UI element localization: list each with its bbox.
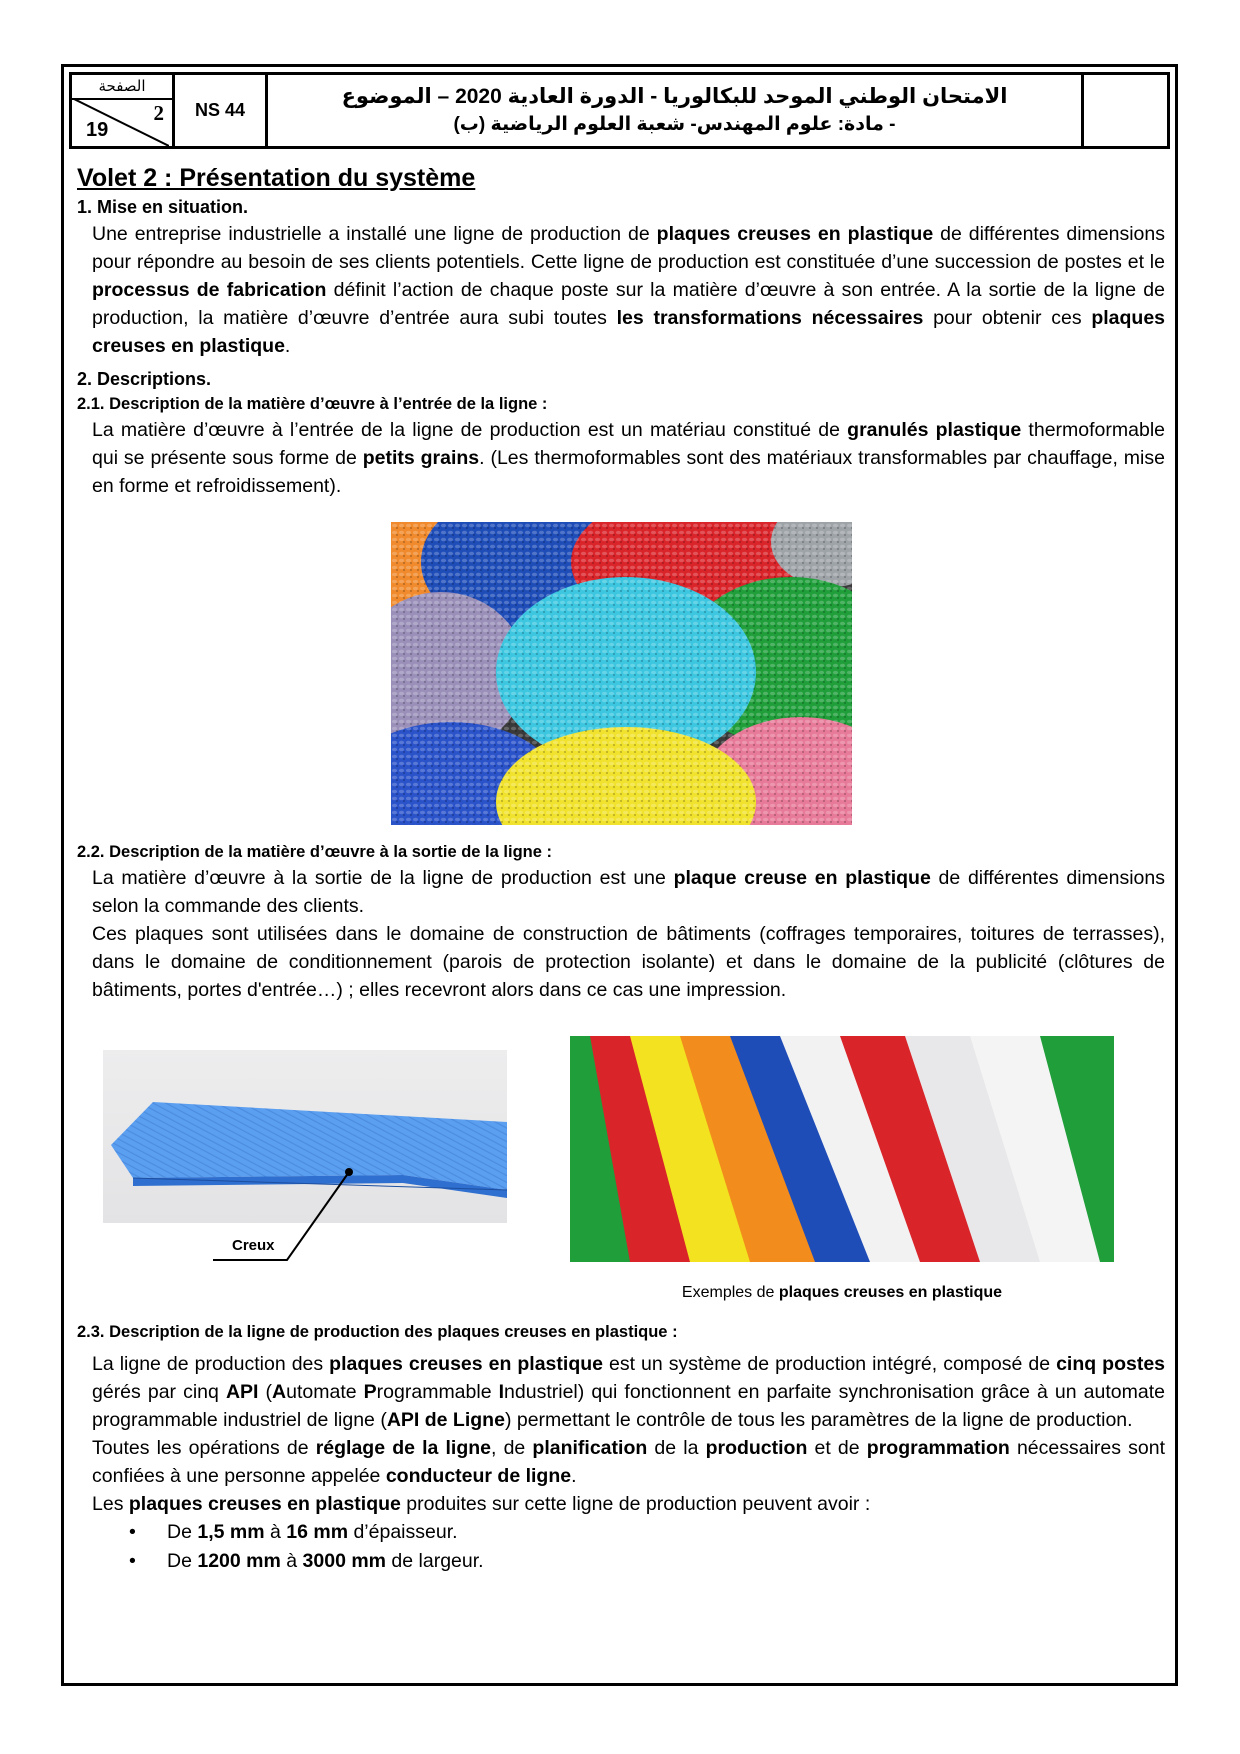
exam-header	[69, 72, 1170, 149]
paragraph-2-2-b: Ces plaques sont utilisées dans le domaine de construction de bâtiments (coffrages temporaires, toitures de terrasses), dans le domaine de conditionnement (parois de protection isolante) et dans le domaine de la publicité (clôtures de bâtiments, portes d'entrée…) ; elles recevront alors dans ce cas une impression.	[92, 923, 1165, 1001]
section-title: Volet 2 : Présentation du système	[77, 164, 476, 192]
paragraph-2-1: La matière d’œuvre à l’entrée de la ligne de production est un matériau constitué de granulés plastique thermoformable qui se présente sous forme de petits grains. (Les thermoformables sont des matériaux transformables par chauffage, mise en forme et refroidissement).	[92, 419, 1165, 497]
figure-caption: Exemples de plaques creuses en plastique	[681, 1284, 1003, 1301]
page-number: 2	[153, 101, 164, 125]
heading-mise-en-situation: 1. Mise en situation.	[77, 197, 249, 217]
sheets-illustration	[570, 1036, 1114, 1262]
paragraph-2-3-a: La ligne de production des plaques creuses en plastique est un système de production intégré, composé de cinq postes gérés par cinq API (Automate Programmable Industriel) qui fonctionnent en parfaite synchronisation grâce à un automate programmable industriel de ligne (API de Ligne) permettant le contrôle de tous les paramètres de la ligne de production.	[92, 1353, 1166, 1431]
paragraph-2-3-c: Les plaques creuses en plastique produites sur cette ligne de production peuvent avoir :	[92, 1493, 871, 1515]
exam-title-line2: - مادة: علوم المهندس- شعبة العلوم الرياضية (ب)	[453, 113, 896, 135]
heading-descriptions: 2. Descriptions.	[77, 369, 212, 389]
list-item-width: • De 1200 mm à 3000 mm de largeur.	[129, 1547, 1165, 1576]
page-total: 19	[86, 119, 109, 141]
heading-2-3: 2.3. Description de la ligne de production des plaques creuses en plastique :	[77, 1323, 678, 1341]
dimension-list	[77, 1518, 1165, 1576]
creux-label: Creux	[232, 1237, 275, 1254]
heading-2-2: 2.2. Description de la matière d’œuvre à la sortie de la ligne :	[77, 843, 552, 861]
hollow-plate-image	[103, 1050, 507, 1223]
section-2-3	[77, 1320, 1165, 1576]
plate-illustration	[103, 1050, 507, 1223]
exam-code: NS 44	[175, 75, 268, 146]
plastic-granules-image	[391, 522, 852, 825]
granules-illustration	[391, 522, 852, 825]
exam-title-line1: الامتحان الوطني الموحد للبكالوريا - الدورة العادية 2020 – الموضوع	[341, 84, 1008, 108]
page-indicator	[72, 75, 175, 146]
heading-2-1: 2.1. Description de la matière d’œuvre à l’entrée de la ligne :	[77, 395, 548, 413]
page-label: الصفحة	[72, 77, 172, 100]
paragraph-mise-en-situation: Une entreprise industrielle a installé une ligne de production de plaques creuses en plastique de différentes dimensions pour répondre au besoin de ses clients potentiels. Cette ligne de production est constituée d’une succession de postes et le processus de fabrication définit l’action de chaque poste sur la matière d’œuvre à son entrée. A la sortie de la ligne de production, la matière d’œuvre d’entrée aura subi toutes les transformations nécessaires pour obtenir ces plaques creuses en plastique.	[92, 223, 1166, 357]
exam-title	[268, 75, 1084, 146]
list-item-thickness: • De 1,5 mm à 16 mm d’épaisseur.	[129, 1518, 1165, 1547]
header-empty-cell	[1084, 75, 1167, 146]
colored-sheets-image	[570, 1036, 1114, 1262]
paragraph-2-3-b: Toutes les opérations de réglage de la ligne, de planification de la production et de programmation nécessaires sont confiées à une personne appelée conducteur de ligne.	[92, 1437, 1165, 1487]
paragraph-2-2-a: La matière d’œuvre à la sortie de la ligne de production est une plaque creuse en plastique de différentes dimensions selon la commande des clients.	[92, 867, 1165, 917]
